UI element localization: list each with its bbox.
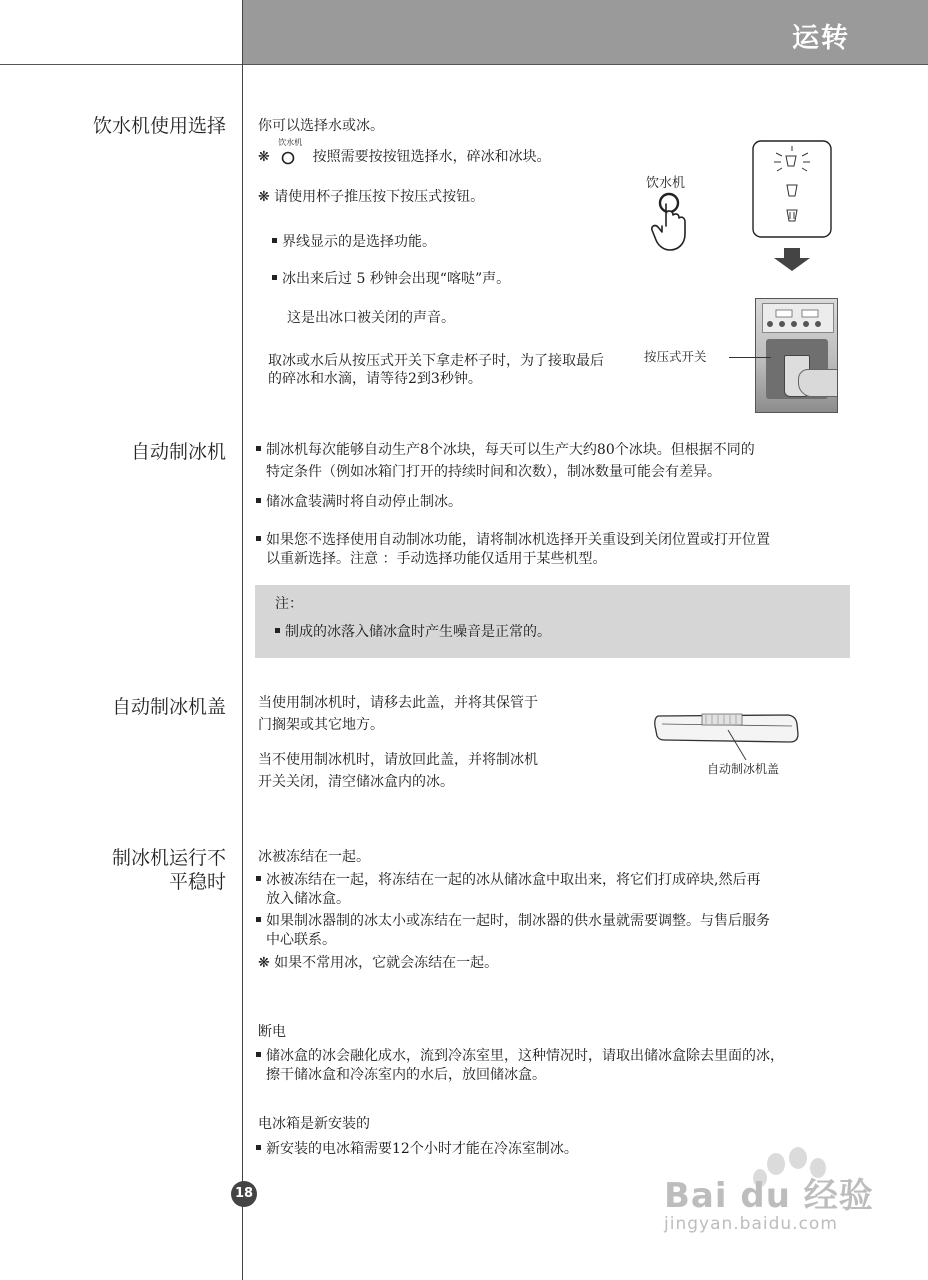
bullet xyxy=(272,238,277,243)
margin-divider xyxy=(242,0,243,1280)
bullet xyxy=(256,876,261,881)
list-item: 制成的冰落入储冰盒时产生噪音是正常的。 xyxy=(275,623,551,642)
list-item: 如果制冰器制的冰太小或冻结在一起时，制冰器的供水量就需要调整。与售后服务 xyxy=(256,912,770,931)
cover-p1-l2: 门搁架或其它地方。 xyxy=(258,717,384,733)
bullet xyxy=(256,536,261,541)
page-number: 18 xyxy=(231,1181,257,1207)
figure-label-press-switch: 按压式开关 xyxy=(644,349,707,364)
bullet xyxy=(256,1052,261,1057)
section-label-unstable: 制冰机运行不 平稳时 xyxy=(111,847,226,893)
unstable-sub-new: 电冰箱是新安装的 xyxy=(258,1116,370,1132)
dispenser-display-icon xyxy=(752,140,832,238)
bullet xyxy=(256,498,261,503)
dispenser-button-icon: 饮水机 xyxy=(278,147,304,167)
figure-label-icemaker-cover: 自动制冰机盖 xyxy=(707,762,780,776)
dispenser-sound-note: 这是出冰口被关闭的声音。 xyxy=(287,310,455,326)
dispenser-intro: 你可以选择水或冰。 xyxy=(258,118,384,134)
list-item: 冰出来后过 5 秒钟会出现“喀哒”声。 xyxy=(272,270,510,289)
unstable-sub-power: 断电 xyxy=(258,1024,286,1040)
section-label-dispenser: 饮水机使用选择 xyxy=(92,115,226,137)
hand-pressing-button-icon xyxy=(640,190,702,258)
dispenser-photo xyxy=(755,298,838,413)
header-divider xyxy=(0,64,928,65)
dispenser-wait-note-2: 的碎冰和水滴，请等待2到3秒钟。 xyxy=(268,371,482,387)
unstable-b3-cont: 擦干储冰盒和冷冻室内的水后，放回储冰盒。 xyxy=(266,1067,546,1083)
list-item: 储冰盒的冰会融化成水，流到冷冻室里，这种情况时，请取出储冰盒除去里面的冰， xyxy=(256,1047,784,1066)
unstable-b2-cont: 中心联系。 xyxy=(266,932,336,948)
bullet xyxy=(275,628,280,633)
bullet xyxy=(256,917,261,922)
cover-p1-l1: 当使用制冰机时，请移去此盖，并将其保管于 xyxy=(258,695,538,711)
dispenser-button-text: 按照需要按按钮选择水，碎冰和冰块。 xyxy=(312,149,551,165)
note-asterisk: ❋ xyxy=(258,149,270,165)
list-item: 冰被冻结在一起，将冻结在一起的冰从储冰盒中取出来，将它们打成碎块,然后再 xyxy=(256,871,760,890)
dispenser-button-line xyxy=(258,138,551,167)
bullet xyxy=(272,275,277,280)
note-title: 注： xyxy=(275,596,303,612)
cover-p2-l1: 当不使用制冰机时，请放回此盖，并将制冰机 xyxy=(258,752,538,768)
list-item: 储冰盒装满时将自动停止制冰。 xyxy=(256,493,462,512)
section-label-icemaker: 自动制冰机 xyxy=(130,441,226,463)
arrow-down-icon xyxy=(772,248,812,272)
bullet xyxy=(256,1145,261,1150)
list-item: 制冰机每次能够自动生产8个冰块，每天可以生产大约80个冰块。但根据不同的 xyxy=(256,441,755,460)
list-item: 界线显示的是选择功能。 xyxy=(272,233,436,252)
unstable-b1-cont: 放入储冰盒。 xyxy=(266,891,350,907)
figure-label-dispenser-button: 饮水机 xyxy=(646,176,686,191)
page-title: 运转 xyxy=(792,23,850,54)
hand xyxy=(798,369,838,397)
cover-p2-l2: 开关关闭，清空储冰盒内的冰。 xyxy=(258,774,454,790)
list-item: 如果您不选择使用自动制冰功能，请将制冰机选择开关重设到关闭位置或打开位置 xyxy=(256,531,770,550)
watermark-brand: Bai du 经验 xyxy=(664,1176,874,1216)
dispenser-cup-note: ❋ 请使用杯子推压按下按压式按钮。 xyxy=(258,189,485,205)
section-label-cover: 自动制冰机盖 xyxy=(111,696,226,718)
icemaker-b3-cont: 以重新选择。注意 ：手动选择功能仅适用于某些机型。 xyxy=(266,551,607,567)
watermark-url: jingyan.baidu.com xyxy=(664,1214,838,1234)
leader-line xyxy=(729,357,771,358)
icemaker-b1-cont: 特定条件（例如冰箱门打开的持续时间和次数），制冰数量可能会有差异。 xyxy=(266,464,721,480)
dispenser-wait-note-1: 取冰或水后从按压式开关下拿走杯子时，为了接取最后 xyxy=(268,353,604,369)
unstable-sub-frozen: 冰被冻结在一起。 xyxy=(258,849,370,865)
unstable-star-note: ❋ 如果不常用冰，它就会冻结在一起。 xyxy=(258,955,499,971)
note-box xyxy=(255,585,850,658)
icemaker-cover-icon xyxy=(650,702,806,762)
list-item: 新安装的电冰箱需要12个小时才能在冷冻室制冰。 xyxy=(256,1140,578,1159)
bullet xyxy=(256,446,261,451)
